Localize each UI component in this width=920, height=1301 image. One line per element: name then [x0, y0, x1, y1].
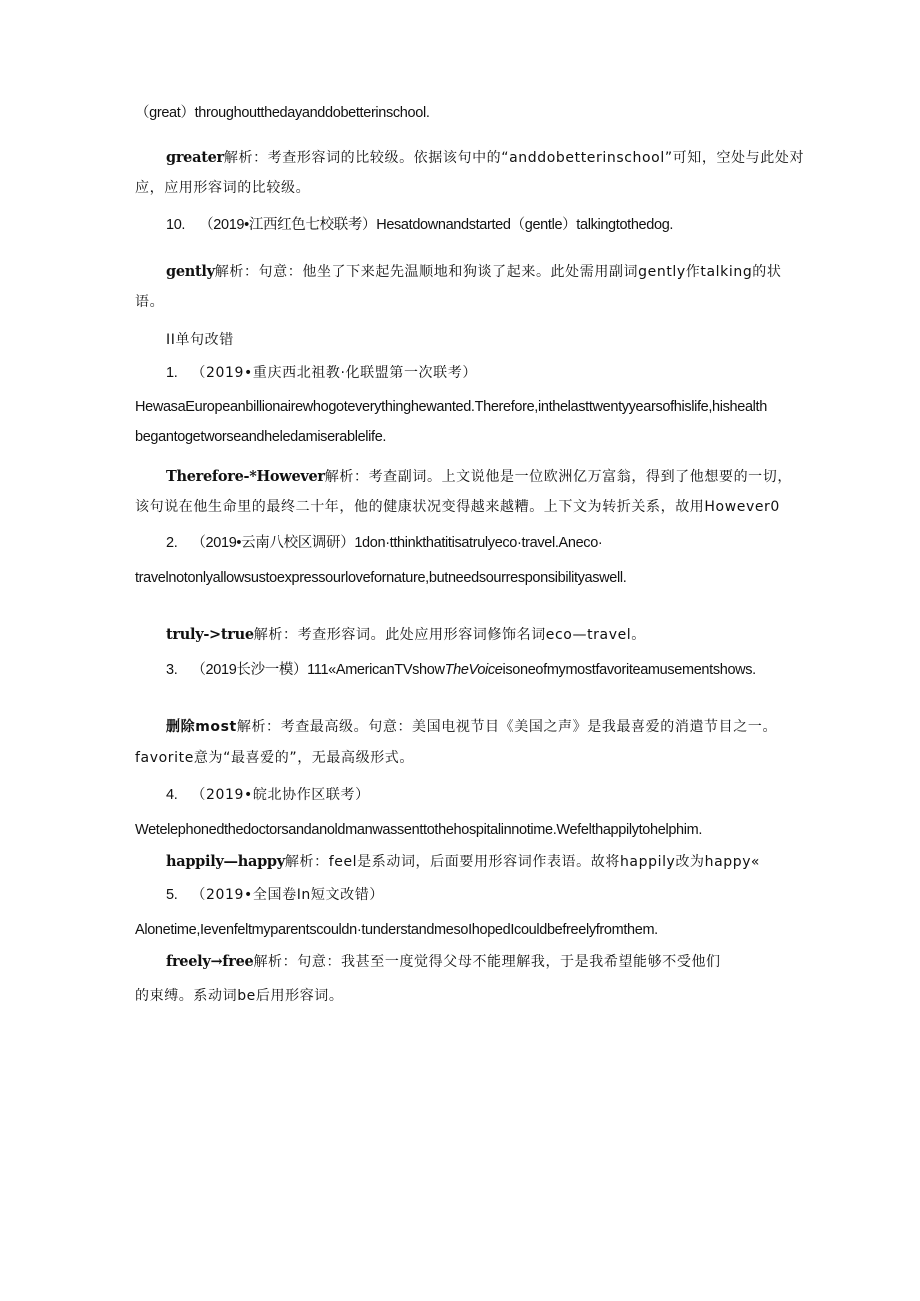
s4-header: [166, 785, 370, 805]
s5-text: Alonetime,Ievenfeltmyparentscouldn·tunderstandmesoIhopedIcouldbefreelyfromthem.: [135, 922, 658, 938]
s1-text-2: begantogetworseandheledamiserablelife.: [135, 429, 387, 445]
s1-explanation: [166, 467, 792, 487]
s4-answer: happily—happy: [166, 853, 285, 870]
s2-number: 2.: [166, 535, 178, 551]
q10-question: [166, 215, 673, 235]
s5-number: 5.: [166, 887, 178, 903]
s3-explanation: [166, 717, 777, 737]
s3-pre: （2019长沙一模）111«AmericanTVshow: [191, 662, 445, 678]
q10-text: （2019•江西红色七校联考）Hesatdownandstarted（gentle）talkingtothedog.: [199, 217, 674, 233]
s4-text: Wetelephonedthedoctorsandanoldmanwassenttothehospitalinnotime.Wefelthappilytohelphim.: [135, 822, 703, 838]
s3-post: isoneofmymostfavoriteamusementshows.: [502, 662, 756, 678]
q9-explanation: [166, 148, 804, 168]
s5-explanation: [166, 952, 721, 972]
s1-answer: Therefore-*However: [166, 468, 325, 485]
s1-explanation-cont: 该句说在他生命里的最终二十年，他的健康状况变得越来越糟。上下文为转折关系，故用However0: [135, 499, 780, 515]
s1-header: [166, 363, 477, 383]
s4-explanation: [166, 852, 760, 872]
s5-header: [166, 885, 384, 905]
line-q9-sentence: （great）throughoutthedayanddobetterinschool.: [135, 105, 430, 121]
s2-answer: truly->true: [166, 626, 254, 643]
s3-number: 3.: [166, 662, 178, 678]
q9-jiexi: 解析：考查形容词的比较级。依据该句中的“anddobetterinschool”可知，空处与此处对: [223, 150, 805, 166]
s2-explanation: [166, 625, 646, 645]
s2-text-2: travelnotonlyallowsustoexpressourlovefornature,butneedsourresponsibilityaswell.: [135, 570, 627, 586]
s4-jiexi: 解析：feel是系动词，后面要用形容词作表语。故将happily改为happy«: [284, 854, 761, 870]
s2-header: [166, 533, 602, 553]
s1-text-1: HewasaEuropeanbillionairewhogoteverythinghewanted.Therefore,inthelasttwentyyearsofhislife,hishealth: [135, 399, 767, 415]
s5-jiexi: 解析：句意：我甚至一度觉得父母不能理解我，于是我希望能够不受他们: [253, 954, 721, 970]
s5-answer: freely→free: [166, 953, 254, 970]
s2-text-1: （2019•云南八校区调研）1don·tthinkthatitisatrulyeco·travel.Aneco·: [191, 535, 603, 551]
s5-explanation-cont: 的束缚。系动词be后用形容词。: [135, 988, 344, 1004]
s3-explanation-cont: favorite意为“最喜爱的”，无最高级形式。: [135, 750, 415, 766]
s1-number: 1.: [166, 365, 178, 381]
q10-explanation: [166, 262, 782, 282]
q9-answer: greater: [166, 149, 224, 166]
q10-explanation-cont: 语。: [135, 294, 165, 310]
s1-source: （2019•重庆西北祖教·化联盟第一次联考）: [191, 365, 477, 381]
s1-jiexi: 解析：考查副词。上文说他是一位欧洲亿万富翁，得到了他想要的一切，: [324, 469, 792, 485]
section-heading: II单句改错: [166, 332, 234, 348]
q9-explanation-cont: 应，应用形容词的比较级。: [135, 180, 311, 196]
s3-answer: 删除most: [166, 719, 237, 735]
s3-jiexi: 解析：考查最高级。句意：美国电视节目《美国之声》是我最喜爱的消遣节目之一。: [236, 719, 778, 735]
q10-number: 10.: [166, 217, 186, 233]
s4-number: 4.: [166, 787, 178, 803]
q10-jiexi: 解析：句意：他坐了下来起先温顺地和狗谈了起来。此处需用副词gently作talking的状: [214, 264, 782, 280]
s3-title: TheVoice: [444, 662, 503, 678]
s2-jiexi: 解析：考查形容词。此处应用形容词修饰名词eco—travel。: [253, 627, 646, 643]
s4-source: （2019•皖北协作区联考）: [191, 787, 370, 803]
q10-answer: gently: [166, 263, 215, 280]
s3-question: [166, 660, 756, 680]
s5-source: （2019•全国卷In短文改错）: [191, 887, 384, 903]
